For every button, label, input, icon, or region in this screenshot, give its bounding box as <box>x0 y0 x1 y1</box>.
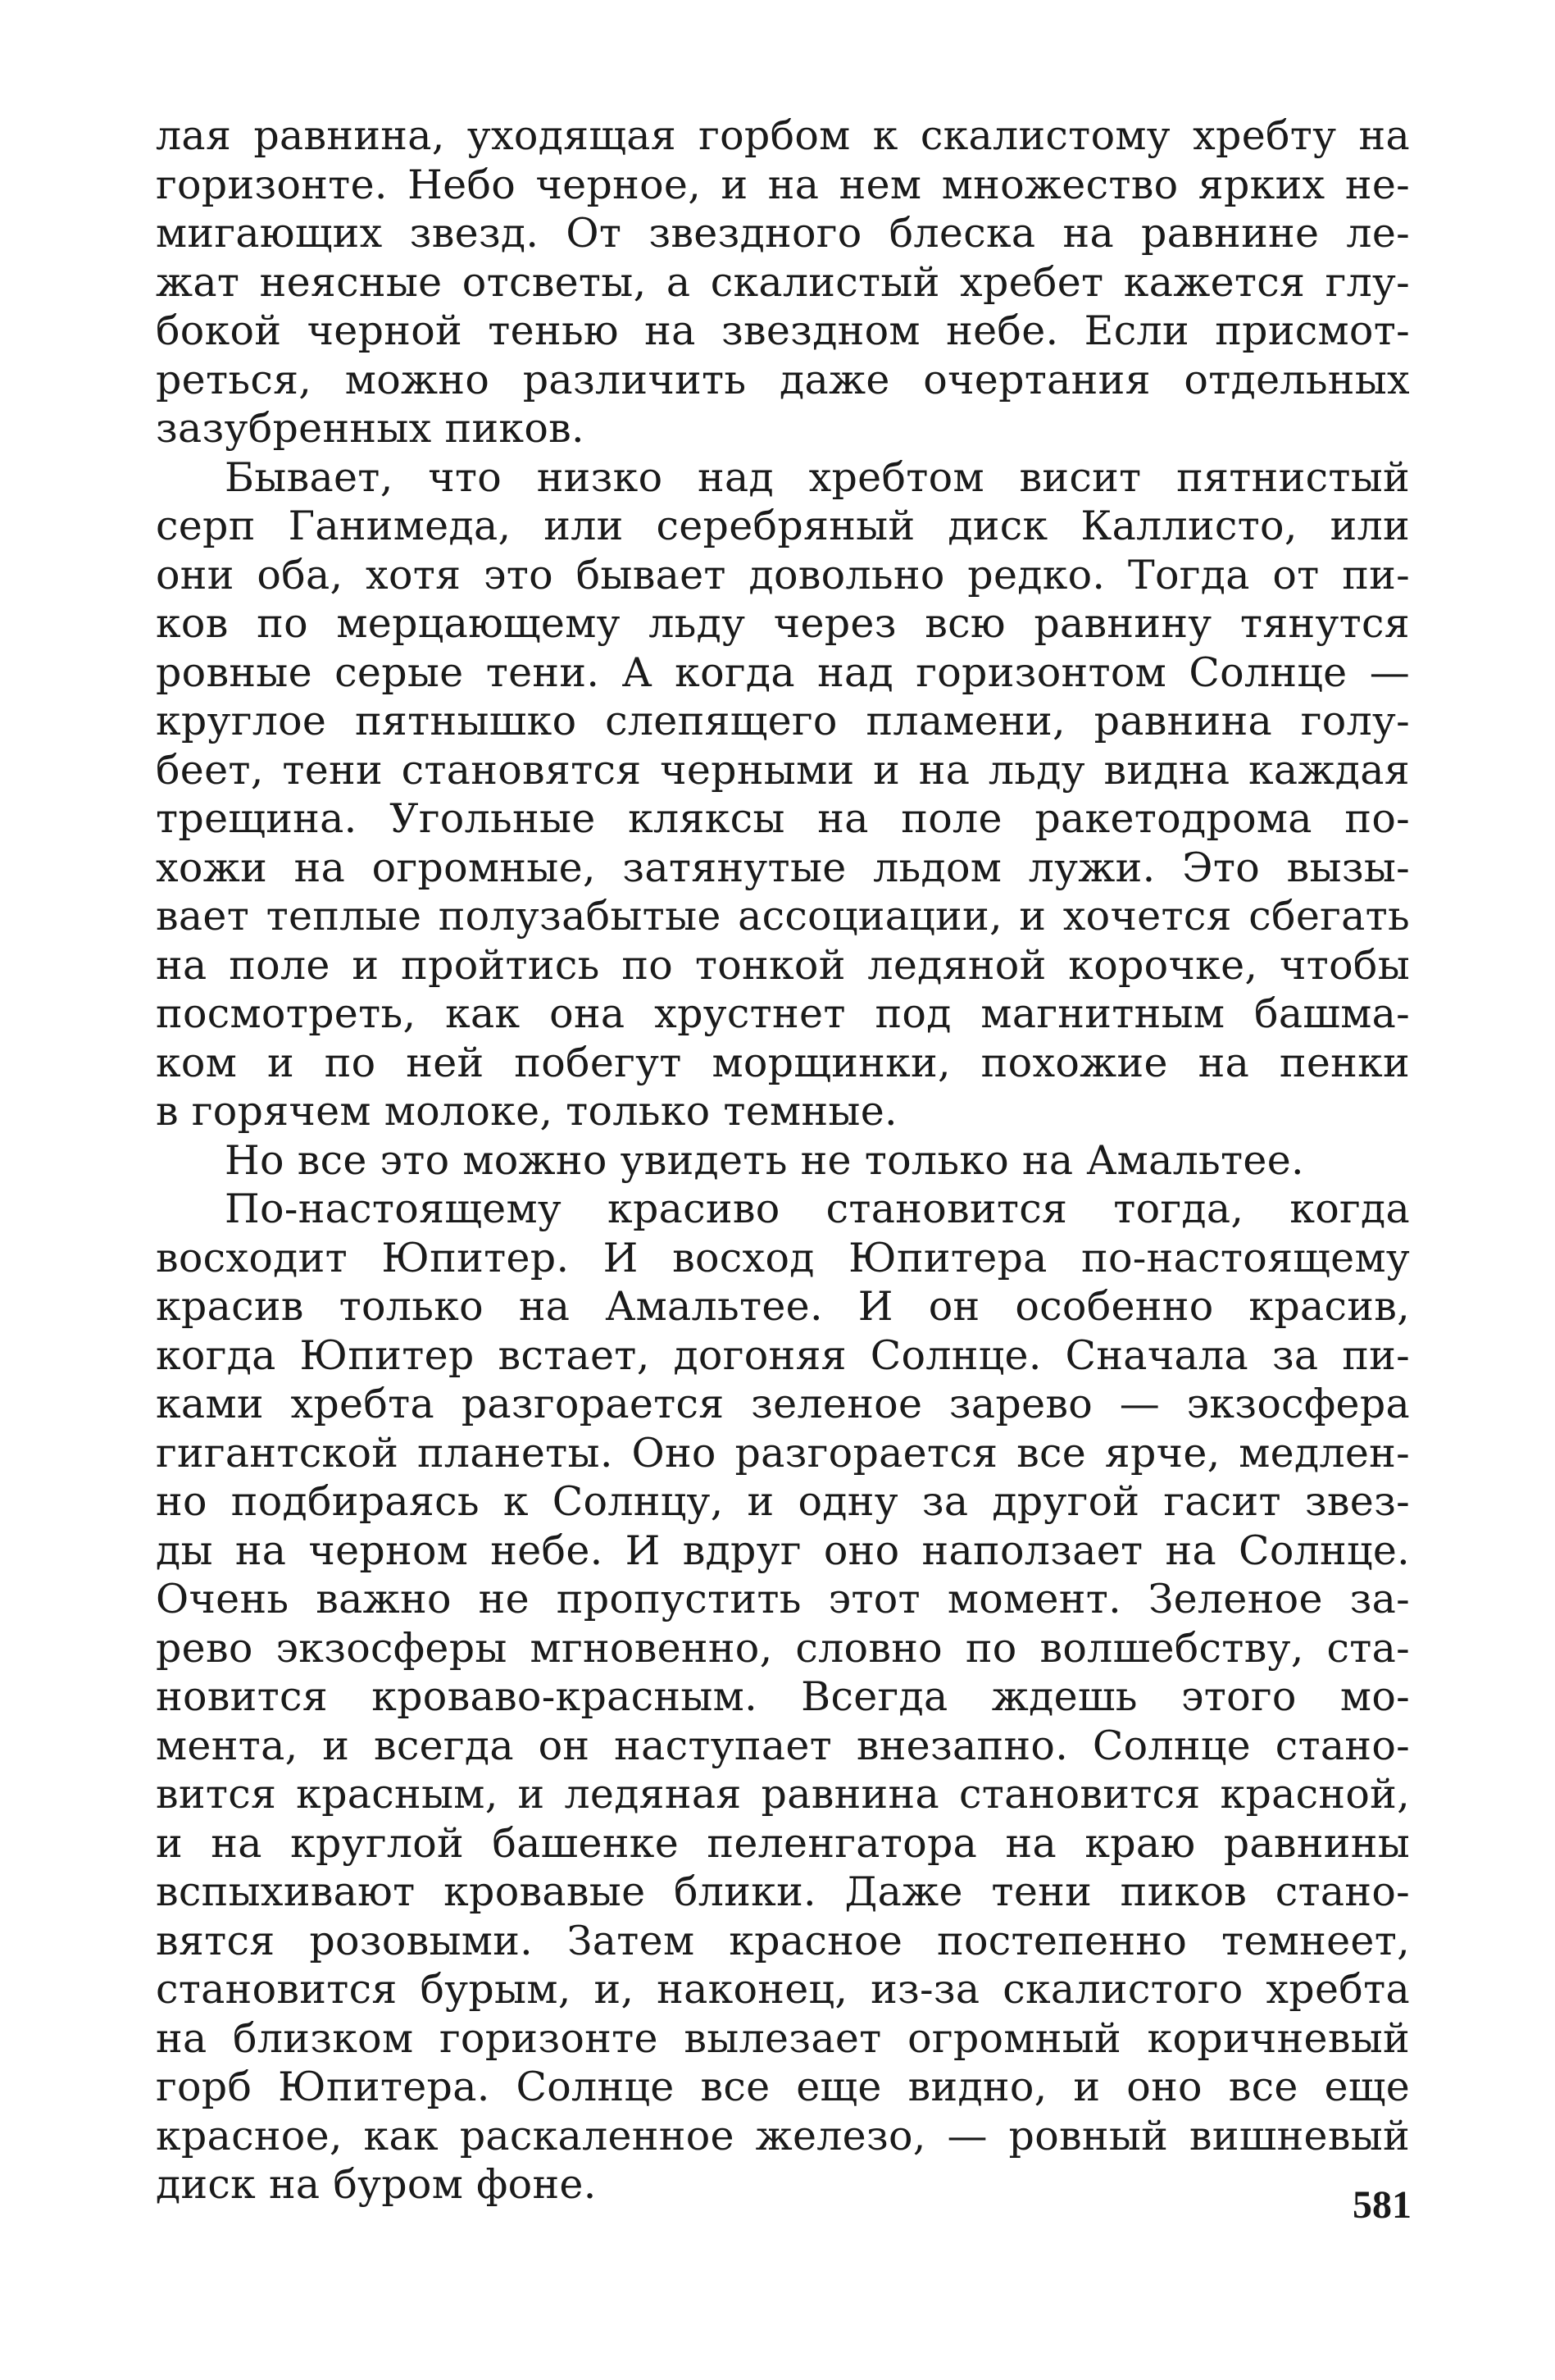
text-line: новится кроваво-красным. Всегда ждешь этого мо- <box>156 1673 1410 1720</box>
text-line: красное, как раскаленное железо, — ровный вишневый <box>156 2112 1410 2159</box>
text-line: зазубренных пиков. <box>156 405 584 452</box>
text-line: жат неясные отсветы, а скалистый хребет кажется глу- <box>156 258 1410 306</box>
text-line: горизонте. Небо черное, и на нем множество ярких не- <box>156 161 1410 208</box>
text-line: Бывает, что низко над хребтом висит пятнистый <box>225 453 1410 501</box>
text-line: ды на черном небе. И вдруг оно наползает на Солнце. <box>156 1527 1410 1574</box>
text-line: вспыхивают кровавые блики. Даже тени пиков стано- <box>156 1868 1410 1915</box>
text-line: мигающих звезд. От звездного блеска на равнине ле- <box>156 210 1410 257</box>
page-number: 581 <box>1353 2183 1412 2227</box>
text-line: ком и по ней побегут морщинки, похожие на пенки <box>156 1039 1410 1086</box>
text-line: в горячем молоке, только темные. <box>156 1088 898 1135</box>
paragraph <box>156 1136 1410 1185</box>
text-line: бокой черной тенью на звездном небе. Если присмот- <box>156 307 1410 354</box>
text-line: посмотреть, как она хрустнет под магнитным башма- <box>156 990 1410 1037</box>
text-line: диск на буром фоне. <box>156 2161 597 2208</box>
text-line: ровные серые тени. А когда над горизонтом Солнце — <box>156 648 1410 696</box>
text-line: гигантской планеты. Оно разгорается все ярче, медлен- <box>156 1429 1410 1477</box>
text-line: хожи на огромные, затянутые льдом лужи. Это вызы- <box>156 844 1410 891</box>
text-line: становится бурым, и, наконец, из-за скалистого хребта <box>156 1966 1410 2013</box>
text-line: на близком горизонте вылезает огромный коричневый <box>156 2014 1410 2062</box>
text-line: красив только на Амальтее. И он особенно красив, <box>156 1283 1410 1330</box>
text-line: Очень важно не пропустить этот момент. Зеленое за- <box>156 1576 1410 1622</box>
text-line: и на круглой башенке пеленгатора на краю равнины <box>156 1819 1410 1867</box>
text-line: вает теплые полузабытые ассоциации, и хочется сбегать <box>156 893 1410 940</box>
text-line: вятся розовыми. Затем красное постепенно темнеет, <box>156 1917 1410 1964</box>
text-line: реться, можно различить даже очертания отдельных <box>156 356 1410 403</box>
text-line: когда Юпитер встает, догоняя Солнце. Сначала за пи- <box>156 1331 1410 1379</box>
text-line: рево экзосферы мгновенно, словно по волшебству, ста- <box>156 1624 1410 1672</box>
text-line: ками хребта разгорается зеленое зарево — экзосфера <box>156 1381 1410 1427</box>
text-line: мента, и всегда он наступает внезапно. Солнце стано- <box>156 1722 1410 1769</box>
text-line: ков по мерцающему льду через всю равнину тянутся <box>156 600 1410 647</box>
text-line: на поле и пройтись по тонкой ледяной корочке, чтобы <box>156 941 1410 989</box>
body-text <box>156 111 1410 2209</box>
text-line: восходит Юпитер. И восход Юпитера по-настоящему <box>156 1234 1410 1281</box>
text-line: вится красным, и ледяная равнина становится красной, <box>156 1771 1410 1818</box>
text-line: но подбираясь к Солнцу, и одну за другой гасит звез- <box>156 1478 1410 1525</box>
paragraph <box>156 1185 1410 2209</box>
text-line: лая равнина, уходящая горбом к скалистому хребту на <box>156 112 1410 159</box>
paragraph <box>156 453 1410 1136</box>
text-line: круглое пятнышко слепящего пламени, равнина голу- <box>156 698 1410 744</box>
paragraph <box>156 111 1410 453</box>
text-line: Но все это можно увидеть не только на Амальтее. <box>225 1136 1304 1184</box>
text-line: беет, тени становятся черными и на льду видна каждая <box>156 746 1410 794</box>
text-line: По-настоящему красиво становится тогда, когда <box>225 1185 1410 1232</box>
text-line: они оба, хотя это бывает довольно редко. Тогда от пи- <box>156 551 1410 598</box>
text-line: трещина. Угольные кляксы на поле ракетодрома по- <box>156 795 1410 842</box>
text-line: горб Юпитера. Солнце все еще видно, и оно все еще <box>156 2064 1410 2110</box>
text-line: серп Ганимеда, или серебряный диск Каллисто, или <box>156 503 1410 549</box>
